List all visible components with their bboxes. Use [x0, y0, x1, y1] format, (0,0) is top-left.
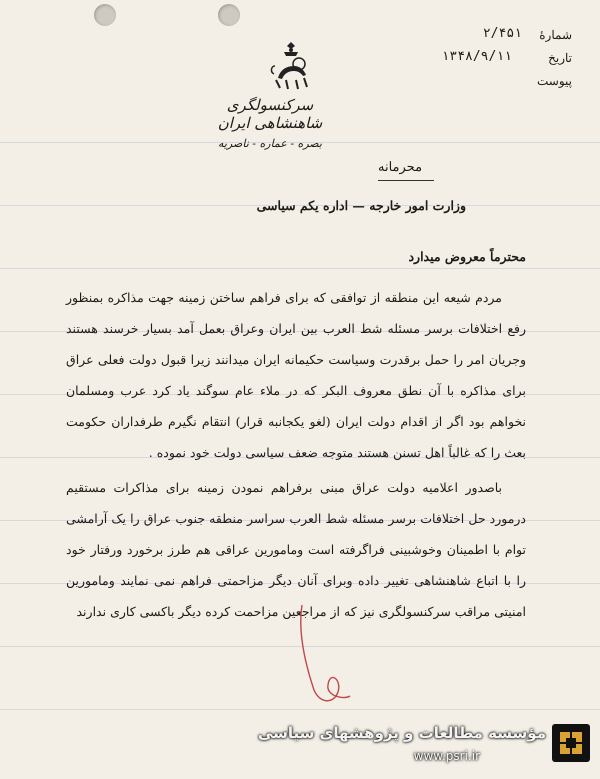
- archive-watermark: [257, 720, 600, 779]
- paragraph: باصدور اعلامیه دولت عراق مبنی برفراهم نمودن زمینه برای مذاکرات مستقیم درمورد حل اختلافات برسر مسئله شط العرب سراسر منطقه جنوب عراق را یک آرامشی توام با اطمینان وخوشبینی فراگرفته است ومامورین عراقی هم طرز برخورد ورفتار خود را با اتباع شاهنشاهی تغییر داده وبرای آنان دیگر مزاحمتی فراهم نمی نمایند ومامورین امنیتی مراقب سرکنسولگری نیز که از مراجعین مزاحمت کرده دیگر باکسی کاری ندارند: [66, 480, 526, 619]
- date-row: [372, 49, 572, 72]
- institute-url: www.psri.ir: [413, 749, 480, 763]
- attachment-row: [372, 72, 572, 95]
- punch-hole: [94, 4, 116, 26]
- date-label: تاریخ: [548, 51, 572, 65]
- date-value: ۱۳۴۸/۹/۱۱: [441, 49, 512, 64]
- letterhead: [200, 96, 340, 150]
- classification-mark: محرمانه: [378, 160, 423, 175]
- number-label: شمارهٔ: [539, 28, 572, 42]
- number-row: [372, 26, 572, 49]
- attachment-label: پیوست: [537, 74, 572, 88]
- paragraph: مردم شیعه این منطقه از توافقی که برای فراهم ساختن زمینه جهت مذاکره بمنظور رفع اختلافات برسر مسئله شط العرب بین ایران وعراق بعمل آمد بسیار خرسند هستند وجریان امر را حمل برقدرت وسیاست حکیمانه ایران میدانند زیرا قبول دولت فعلی عراق برای مذاکره با آن نطق معروف البکر که در ملاء عام سوگند یاد کرد عرب ومسلمان نخواهم بود اگر از اقدام دولت ایران (لغو یکجانبه قرار) انتقام نگیرم طرفداران حکومت بعث را که غالباً اهل تسنن هستند متوجه ضعف سیاسی دولت خود نموده .: [66, 290, 526, 460]
- letter-body: [66, 190, 526, 631]
- red-pen-annotation: [294, 600, 354, 710]
- salutation: محترماً معروض میدارد: [408, 249, 526, 264]
- number-value: ۲/۴۵۱: [482, 26, 522, 41]
- document-meta: [372, 26, 572, 95]
- lion-and-sun-emblem: [268, 40, 314, 92]
- addressee: وزارت امور خارجه — اداره یکم سیاسی: [256, 198, 466, 213]
- consulate-address: بصره - عماره - ناصریه: [218, 137, 322, 150]
- institute-logo-icon: [552, 724, 590, 762]
- classification-underline: [378, 180, 434, 181]
- institute-name: مؤسسه مطالعات و پژوهشهای سیاسی: [257, 724, 546, 742]
- consulate-name: سرکنسولگری شاهنشاهی ایران: [217, 96, 323, 132]
- punch-hole: [218, 4, 240, 26]
